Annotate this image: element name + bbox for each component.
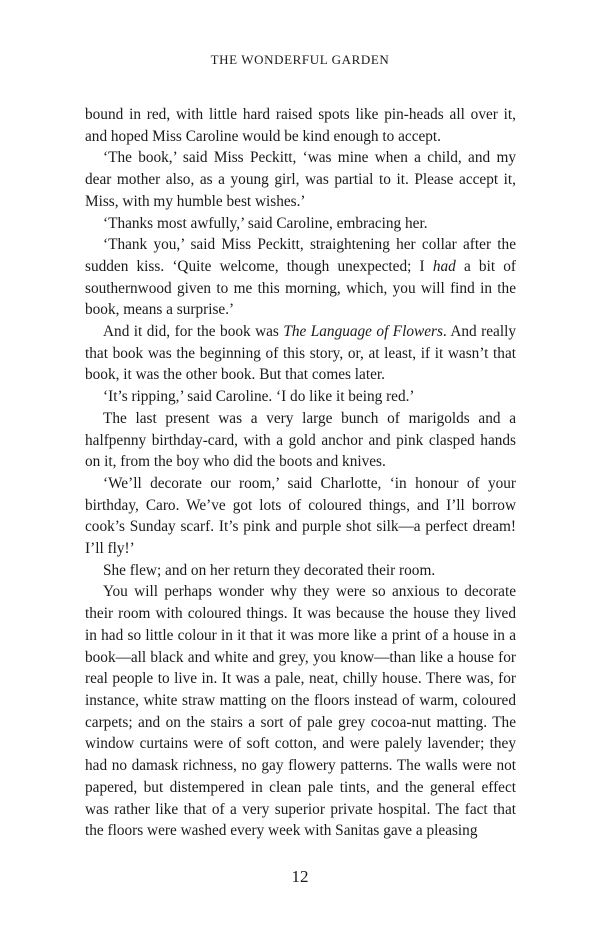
- body-text: [85, 104, 516, 842]
- paragraph: [85, 473, 516, 560]
- text-segment: ‘Thanks most awfully,’ said Caroline, embracing her.: [103, 214, 428, 232]
- paragraph: [85, 321, 516, 386]
- paragraph: [85, 560, 516, 582]
- paragraph: [85, 147, 516, 212]
- text-segment: a bit of southernwood given to me this morning, which, you will find in the book, means a surprise.’: [85, 257, 516, 319]
- paragraph: [85, 386, 516, 408]
- book-title-italic: The Language of Flowers: [283, 323, 443, 341]
- text-segment: ‘Thank you,’ said Miss Peckitt, straightening her collar after the sudden kiss. ‘Quite welcome, though unexpected; I: [85, 236, 516, 275]
- text-segment: bound in red, with little hard raised spots like pin-heads all over it, and hoped Miss Caroline would be kind enough to accept.: [85, 106, 516, 145]
- text-segment: And it did, for the book was: [103, 323, 284, 341]
- paragraph: [85, 213, 516, 235]
- text-segment: ‘It’s ripping,’ said Caroline. ‘I do like it being red.’: [103, 388, 415, 406]
- running-header: THE WONDERFUL GARDEN: [210, 52, 390, 67]
- text-segment: You will perhaps wonder why they were so anxious to decorate their room with coloured things. It was because the house they lived in had so little colour in it that it was more like a print of a house in a book—all black and white and grey, you know—than like a house for real people to live in. It was a pale, neat, chilly house. There was, for instance, white straw matting on the floors instead of warm, coloured carpets; and on the stairs a sort of pale grey cocoa-nut matting. The window curtains were of soft cotton, and were palely lavender; they had no damask richness, no gay flowery patterns. The walls were not papered, but distempered in clean pale tints, and the general effect was rather like that of a very superior private hospital. The fact that the floors were washed every week with Sanitas gave a pleasing: [85, 583, 516, 840]
- paragraph: [85, 234, 516, 321]
- text-segment: ‘We’ll decorate our room,’ said Charlotte, ‘in honour of your birthday, Caro. We’ve got lots of coloured things, and I’ll borrow cook’s Sunday scarf. It’s pink and purple shot silk—a perfect dream! I’ll fly!’: [85, 474, 516, 558]
- text-segment: She flew; and on her return they decorated their room.: [103, 561, 436, 579]
- italic-text-segment: had: [432, 257, 456, 275]
- text-segment: The last present was a very large bunch of marigolds and a halfpenny birthday-card, with a gold anchor and pink clasped hands on it, from the boy who did the boots and knives.: [85, 409, 516, 471]
- paragraph: [85, 581, 516, 841]
- paragraph: [85, 104, 516, 147]
- page-number: 12: [291, 867, 309, 886]
- text-segment: ‘The book,’ said Miss Peckitt, ‘was mine when a child, and my dear mother also, as a young girl, was partial to it. Please accept it, Miss, with my humble best wishes.’: [85, 149, 516, 210]
- text-segment: . And really that book was the beginning of this story, or, at least, if it wasn’t that book, it was the other book. But that comes later.: [85, 323, 516, 384]
- paragraph: [85, 408, 516, 473]
